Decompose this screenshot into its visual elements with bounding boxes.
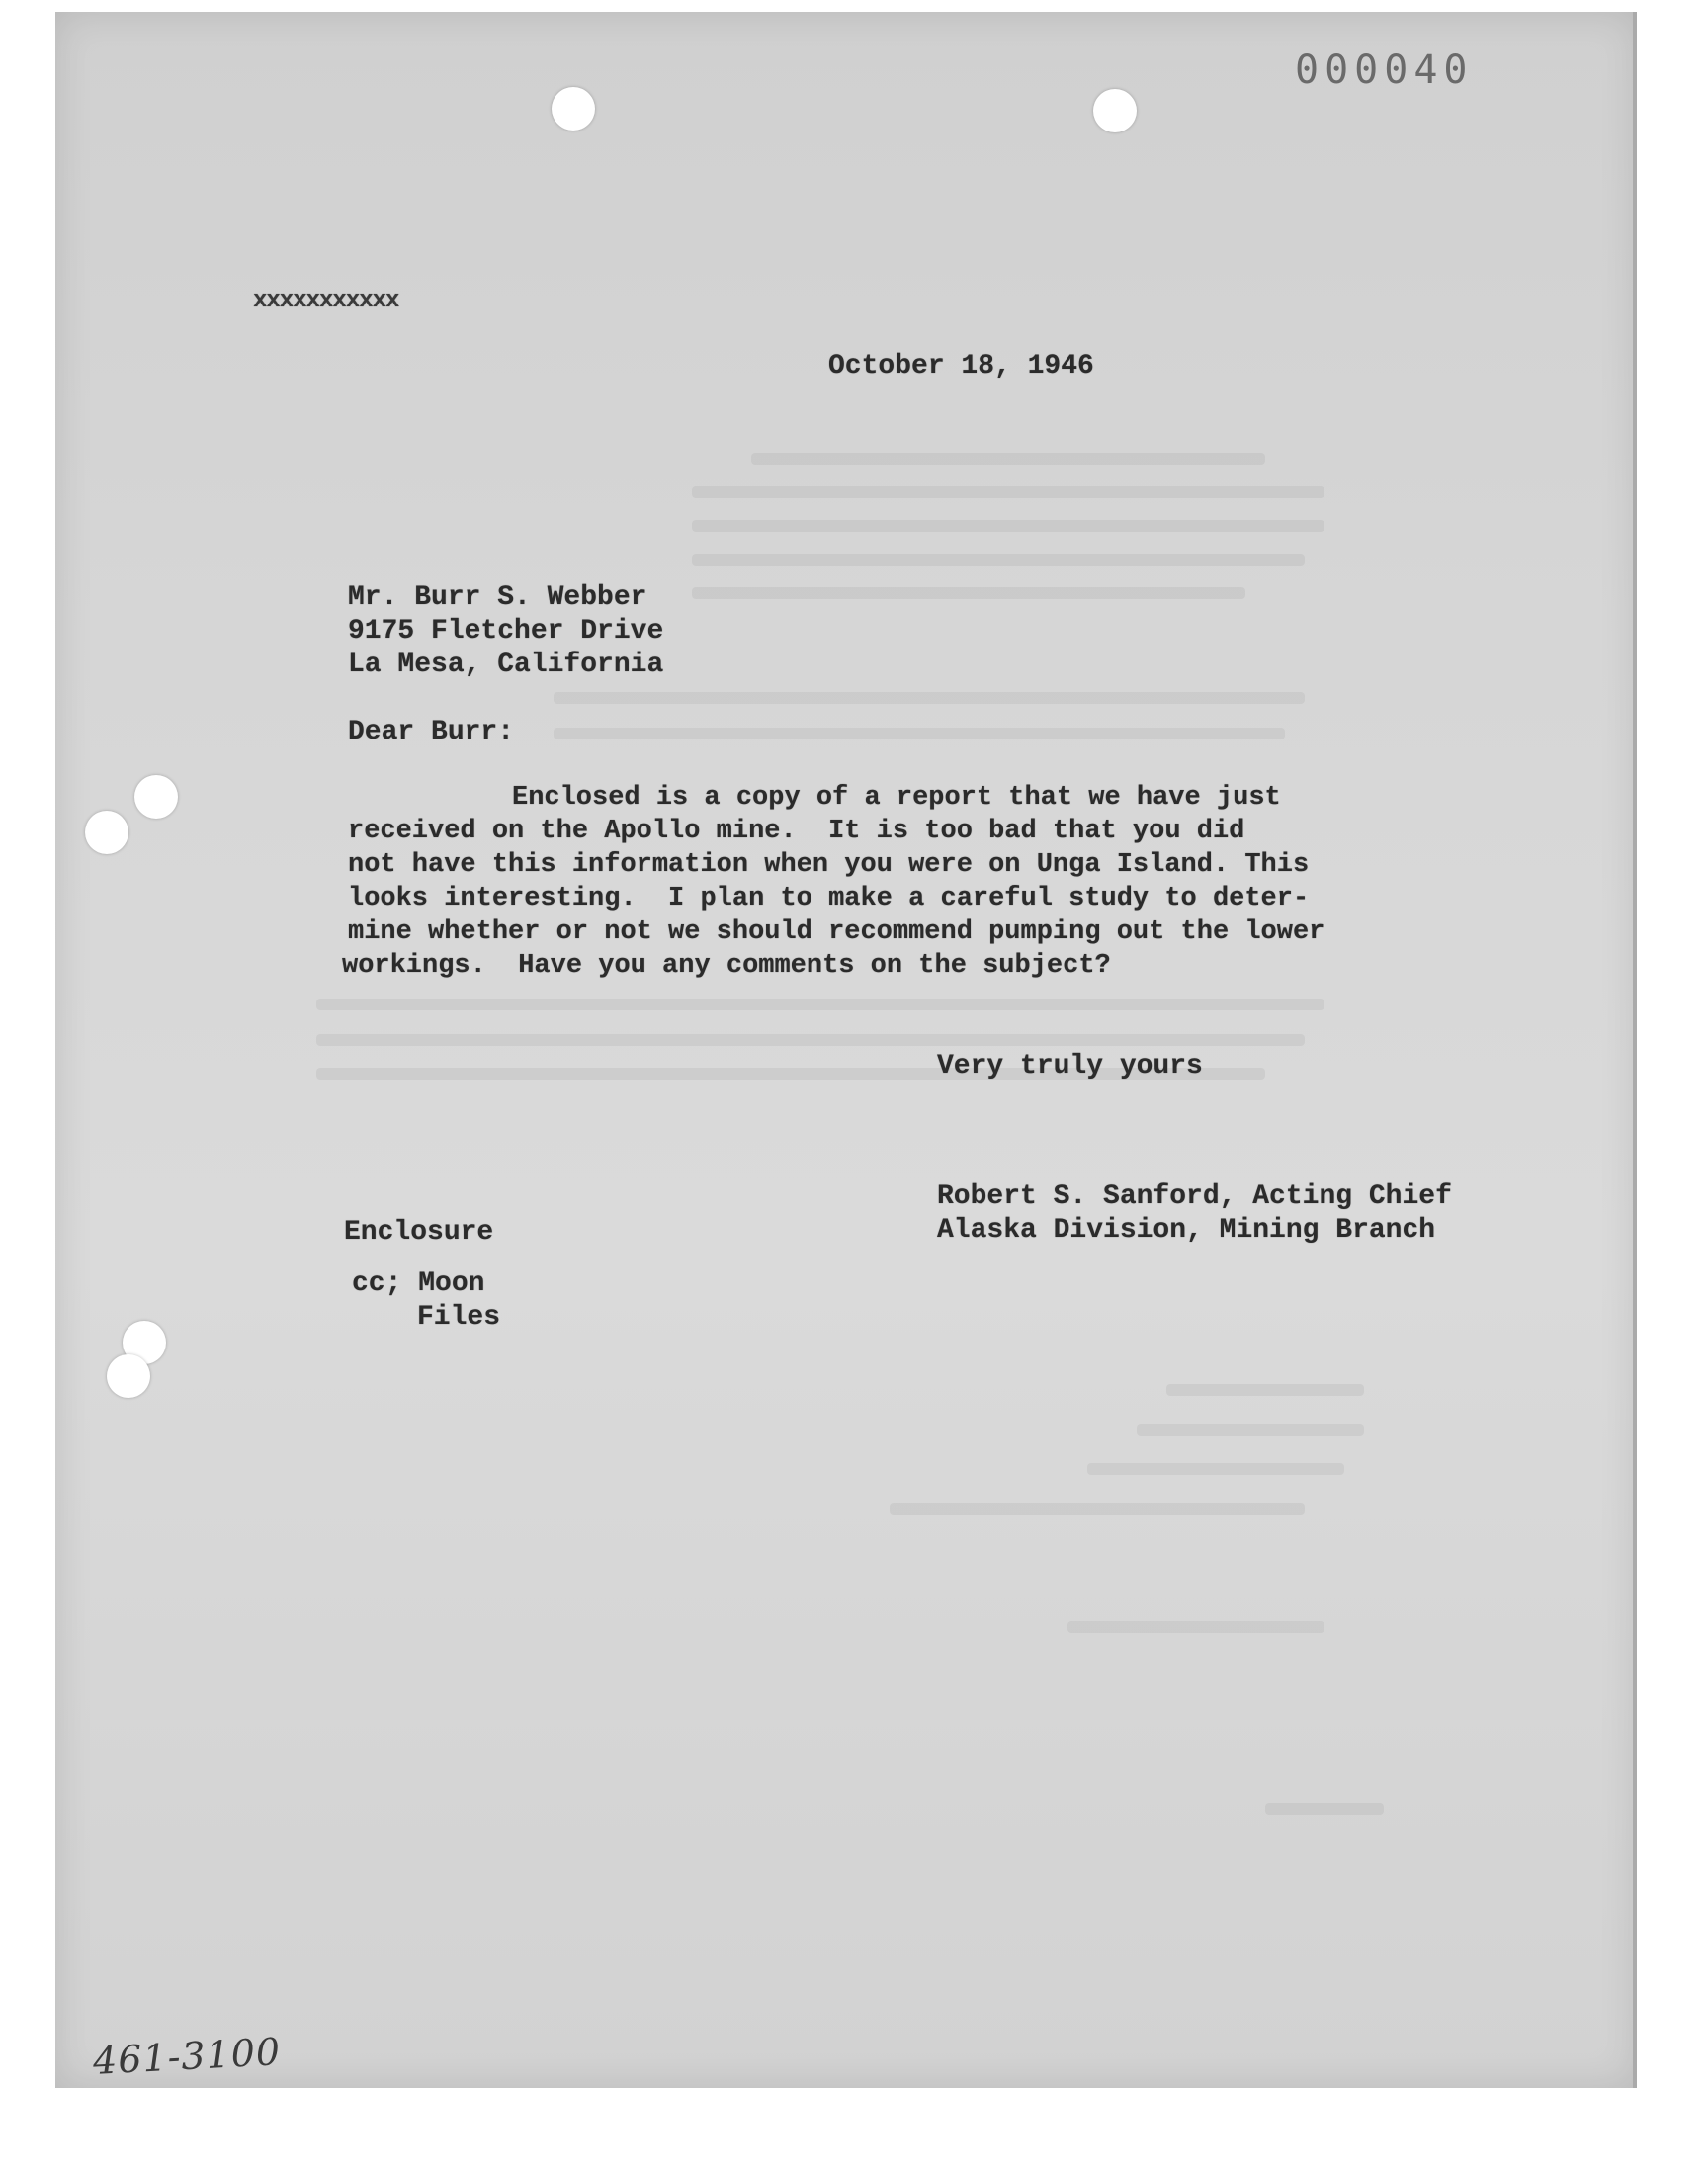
bleed-through-mark: [1166, 1384, 1364, 1396]
punch-hole: [134, 775, 178, 819]
salutation: Dear Burr:: [348, 717, 515, 747]
cc-files-line: Files: [417, 1302, 501, 1333]
punch-hole: [552, 87, 595, 130]
signer-division-line: Alaska Division, Mining Branch: [937, 1215, 1436, 1246]
bleed-through-mark: [316, 1034, 1305, 1046]
bleed-through-mark: [1137, 1424, 1364, 1436]
bleed-through-mark: [1265, 1803, 1384, 1815]
bleed-through-mark: [692, 520, 1324, 532]
bleed-through-mark: [692, 554, 1305, 566]
recipient-name: Mr. Burr S. Webber: [348, 582, 647, 613]
punch-hole: [85, 811, 128, 854]
bleed-through-mark: [554, 728, 1285, 740]
recipient-city: La Mesa, California: [348, 650, 664, 680]
bleed-through-mark: [316, 999, 1324, 1010]
recipient-street: 9175 Fletcher Drive: [348, 616, 664, 647]
bleed-through-mark: [692, 587, 1245, 599]
bleed-through-mark: [890, 1503, 1305, 1515]
body-line: not have this information when you were on Unga Island. This: [348, 850, 1310, 880]
bleed-through-mark: [751, 453, 1265, 465]
enclosure-note: Enclosure: [344, 1217, 494, 1248]
bleed-through-mark: [1068, 1621, 1324, 1633]
letter-date: October 18, 1946: [828, 351, 1094, 382]
document-number-stamp: 000040: [1295, 47, 1474, 93]
bleed-through-mark: [1087, 1463, 1344, 1475]
body-line: mine whether or not we should recommend pumping out the lower: [348, 917, 1325, 947]
punch-hole: [107, 1354, 150, 1398]
body-line: Enclosed is a copy of a report that we have just: [512, 783, 1281, 813]
body-line: workings. Have you any comments on the subject?: [342, 951, 1111, 981]
body-line: received on the Apollo mine. It is too bad that you did: [348, 817, 1245, 846]
body-line: looks interesting. I plan to make a careful study to deter-: [348, 884, 1310, 914]
bleed-through-mark: [692, 486, 1324, 498]
cc-line: cc; Moon: [352, 1268, 485, 1299]
signer-title-line: Robert S. Sanford, Acting Chief: [937, 1181, 1452, 1212]
complimentary-close: Very truly yours: [937, 1051, 1203, 1082]
struck-out-line: xxxxxxxxxxx: [253, 288, 399, 314]
letter-page: [55, 12, 1637, 2088]
handwritten-file-number: 461-3100: [91, 2030, 283, 2083]
punch-hole: [1093, 89, 1137, 132]
bleed-through-mark: [554, 692, 1305, 704]
